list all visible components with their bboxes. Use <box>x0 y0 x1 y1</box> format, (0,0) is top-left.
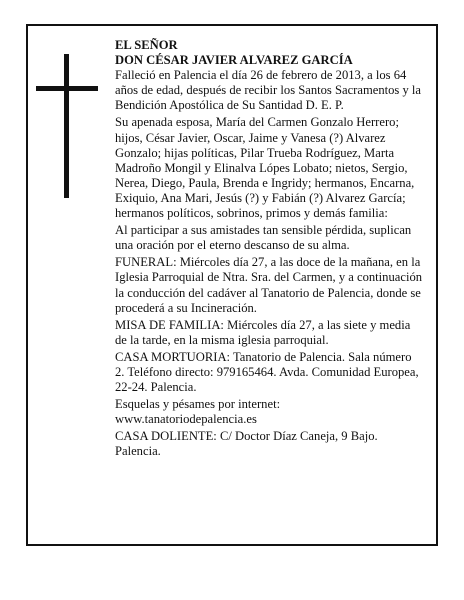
title-line-1: EL SEÑOR <box>115 38 178 52</box>
online-condolences: Esquelas y pésames por internet: www.tanatoriodepalencia.es <box>115 397 281 427</box>
obituary-text <box>115 38 423 462</box>
latin-cross-icon <box>36 54 98 198</box>
funeral-info: FUNERAL: Miércoles día 27, a las doce de la mañana, en la Iglesia Parroquial de Ntra. Sra. del Carmen, y a continuación la conducción del cadáver al Tanatorio de Palencia, donde se procederá a su Incineración. <box>115 255 423 315</box>
family-list: Su apenada esposa, María del Carmen Gonzalo Herrero; hijos, César Javier, Oscar, Jaime y Vanesa (?) Alvarez Gonzalo; hijas políticas, Pilar Trueba Rodríguez, Marta Madroño Mongil y Elinalva Lópes Lobato; nietos, Sergio, Nerea, Diego, Paula, Brenda e Ingridy; hermanos, Encarna, Exiquio, Ana Mari, Jesús (?) y Fabián (?) Alvarez García; hermanos políticos, sobrinos, primos y demás familia: <box>115 115 415 221</box>
family-mass-info: MISA DE FAMILIA: Miércoles día 27, a las siete y media de la tarde, en la misma iglesia parroquial. <box>115 317 411 347</box>
cross-horizontal-bar <box>36 86 98 91</box>
mourning-house: CASA DOLIENTE: C/ Doctor Díaz Caneja, 9 Bajo. Palencia. <box>115 429 378 459</box>
cross-vertical-bar <box>64 54 69 198</box>
death-announcement: Falleció en Palencia el día 26 de febrero de 2013, a los 64 años de edad, después de recibir los Santos Sacramentos y la Bendición Apostólica de Su Santidad D. E. P. <box>115 68 422 113</box>
deceased-name: DON CÉSAR JAVIER ALVAREZ GARCÍA <box>115 53 353 68</box>
prayer-request: Al participar a sus amistades tan sensible pérdida, suplican una oración por el eterno descanso de su alma. <box>115 223 412 253</box>
funeral-home-info: CASA MORTUORIA: Tanatorio de Palencia. Sala número 2. Teléfono directo: 979165464. Avda. Comunidad Europea, 22-24. Palencia. <box>115 349 419 395</box>
